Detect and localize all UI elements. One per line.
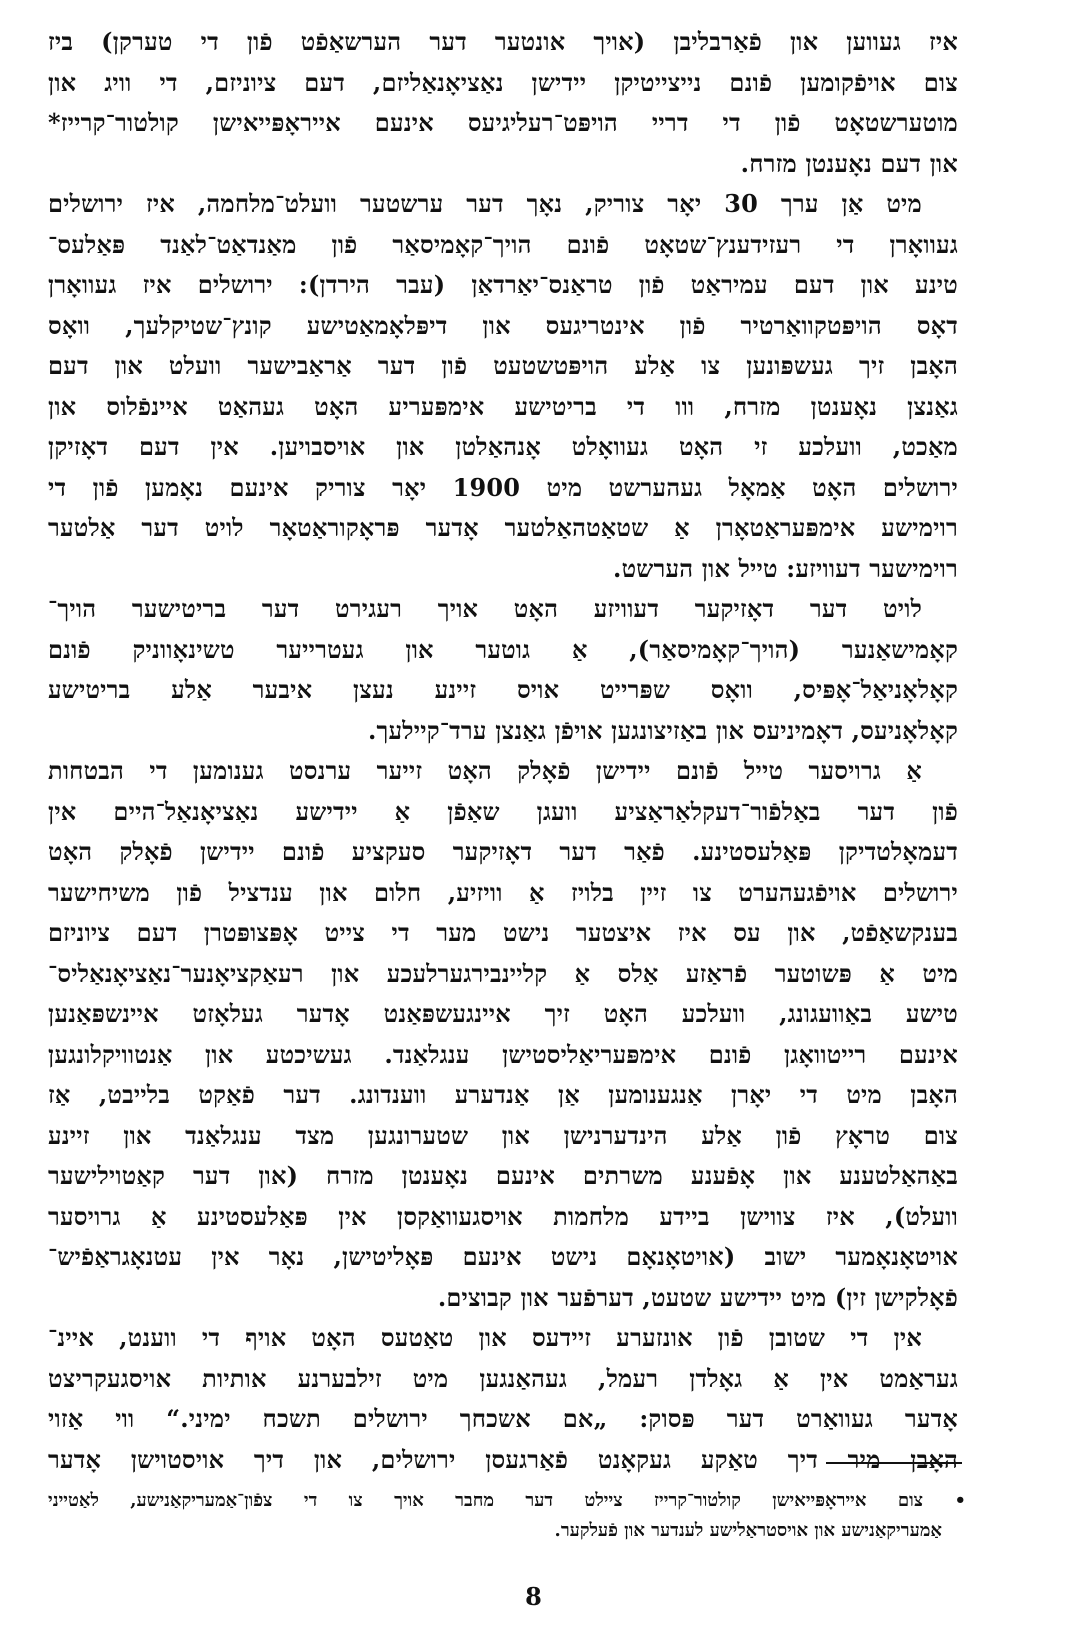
text-line: אָדער געוואַרט דער פּסוק: „אם אשכחך ירושלים תשכח ימיני.“ ווי אַזוי (48, 1404, 958, 1433)
text-line: טינע און דעם עמיראַט פֿון טראַנס־יאַרדאַן (עבר הירדן): ירושלים איז געוואָרן (48, 270, 958, 299)
text-line: קאָמישאַנער (הויך־קאָמיסאַר), אַ גוטער און געטרייער טשינאָווניק פֿונם (48, 634, 958, 664)
text-line: געוואָרן די רעזידענץ־שטאָט פֿונם הויך־קאָמיסאַר פֿון מאַנדאַט־לאַנד פּאַלעס־ (48, 229, 958, 259)
text-line: ירושלים אויפֿגעהערט צו זיין בלויז אַ וויזיע, חלום און ענדציל פֿון משיחישער (48, 877, 958, 907)
text-line: צום טראָץ פֿון אַלע הינדערנישן און שטערונגען מצד ענגלאַנד און זיינע (48, 1120, 958, 1150)
text-line: בענקשאַפֿט, און עס איז איצטער נישט מער די צייט אָפּצופּטרן דעם ציוניזם (48, 918, 958, 947)
text-line: מוטערשטאָט פֿון די דריי הויפּט־רעליגיעס אינעם אייראָפּייאישן קולטור־קרייז* (48, 108, 958, 137)
text-line: גאַנצן נאָענטן מזרח, ווו די בריטישע אימפּעריע האָט געהאַט איינפֿלוס און (48, 391, 958, 421)
text-line: קאָלאָניעס, דאָמיניעס און באַזיצונגען אויפֿן גאַנצן ערד־קיילעך. (367, 715, 958, 745)
text-line: איז געווען און פֿאַרבליבן (אויך אונטער דער הערשאַפֿט פֿון די טערקן) ביז (48, 27, 958, 56)
text-line: דאָס הויפּטקוואַרטיר פֿון אינטריגעס און דיפּלאָמאַטישע קונץ־שטיקלעך, וואָס (48, 310, 958, 340)
text-line: האָבן מיט די יאָרן אַנגענומען אַן אַנדערע ווענדונג. דער פֿאַקט בלייבט, אַז (48, 1080, 958, 1109)
paragraph-start-line: אַ גרויסער טייל פֿונם יידישן פֿאָלק האָט זייער ערנסט גענומען די הבטחות (48, 756, 922, 785)
text-line: קאָלאָניאַל־אָפּיס, וואָס שפּרייט אויס זיינע נעצן איבער אַלע בריטישע (48, 675, 958, 704)
text-line: האָבן זיך געשפּונען צו אַלע הויפּטשטעט פֿון דער אַראַבישער וועלט און דעם (48, 351, 958, 380)
text-line: פֿאָלקישן זין) מיט יידישע שטעט, דערפֿער און קבוצים. (437, 1282, 958, 1312)
footnote-line: אַמעריקאַנישע און אויסטראַלישע לענדער און פֿעלקער. (554, 1520, 942, 1541)
text-line: טישע באַוועגונג, וועלכע האָט זיך איינגעשפּאַנט אָדער געלאָזט איינשפּאַנען (48, 999, 958, 1028)
page-number: 8 (525, 1582, 542, 1611)
text-line: און דעם נאָענטן מזרח. (740, 148, 958, 178)
text-line: מאַכט, וועלכע זי האָט געוואָלט אָנהאַלטן און אויסבויען. אין דעם דאָזיקן (48, 432, 958, 461)
paragraph-start-line: אין די שטובן פֿון אונזערע זיידעס און טאַטעס האָט אויף די ווענט, איינ־ (48, 1323, 922, 1352)
text-line: געראַמט אין אַ גאָלדן רעמל, געהאַנגען מיט זילבערנע אותיות אויסגעקריצט (48, 1363, 958, 1393)
text-line: ירושלים האָט אַמאָל געהערשט מיט 1900 יאָר צוריק אינעם נאָמען פֿון די (48, 472, 958, 502)
paragraph-start-line: מיט אַן ערך 30 יאָר צוריק, נאָך דער ערשטער וועלט־מלחמה, איז ירושלים (48, 189, 922, 218)
text-line: אינעם רייטוואָגן פֿונם אימפּעריאַליסטישן ענגלאַנד. געשיכטע און אַנטוויקלונגען (48, 1039, 958, 1069)
text-line: פֿון דער באַלפֿור־דעקלאַראַציע וועגן שאַפֿן אַ יידישע נאַציאָנאַל־היים אין (48, 796, 958, 826)
main-text (48, 22, 958, 1480)
footnote-divider (826, 1462, 962, 1464)
text-line: מיט אַ פּשוטער פֿראַזע אַלס אַ קליינבירגערלעכע און רעאַקציאָנער־נאַציאָנאַליס־ (48, 958, 958, 988)
footnote (48, 1486, 966, 1546)
text-line: באַהאַלטענע און אָפֿענע משרתים אינעם נאָענטן מזרח (און דער קאַטוילישער (48, 1161, 958, 1190)
text-line: צום אויפֿקומען פֿונם נייצייטיקן יידישן נאַציאָנאַליזם, דעם ציוניזם, די וויג און (48, 67, 958, 97)
footnote-line: • צום אייראָפּייאישן קולטור־קרייז ציילט דער מחבר אויך צו די צפֿון־אַמעריקאַנישע, לאַטייני (48, 1490, 966, 1511)
text-line: וועלט), איז צווישן ביידע מלחמות אויסגעוואַקסן אין פּאַלעסטינע אַ גרויסער (48, 1201, 958, 1231)
text-line: רוימישע אימפּעראַטאָרן אַ שטאַטהאַלטער אָדער פּראָקוראַטאָר לויט דער אַלטער (48, 513, 958, 542)
text-line: אויטאָנאָמער ישוב (אויטאָנאָם נישט אינעם פּאָליטישן, נאָר אין עטנאָגראַפֿיש־ (48, 1242, 958, 1271)
text-line: רוימישער דעוויזע: טייל און הערשט. (613, 553, 958, 583)
paragraph-start-line: לויט דער דאָזיקער דעוויזע האָט אויך רעגירט דער בריטישער הויך־ (48, 594, 922, 623)
text-line: האָבן מיר דיך טאַקע געקאָנט פֿאַרגעסן ירושלים, און דיך אויסטוישן אָדער (48, 1444, 958, 1474)
text-line: דעמאָלטדיקן פּאַלעסטינע. פֿאַר דער דאָזיקער סעקציע פֿונם יידישן פֿאָלק האָט (48, 837, 958, 866)
